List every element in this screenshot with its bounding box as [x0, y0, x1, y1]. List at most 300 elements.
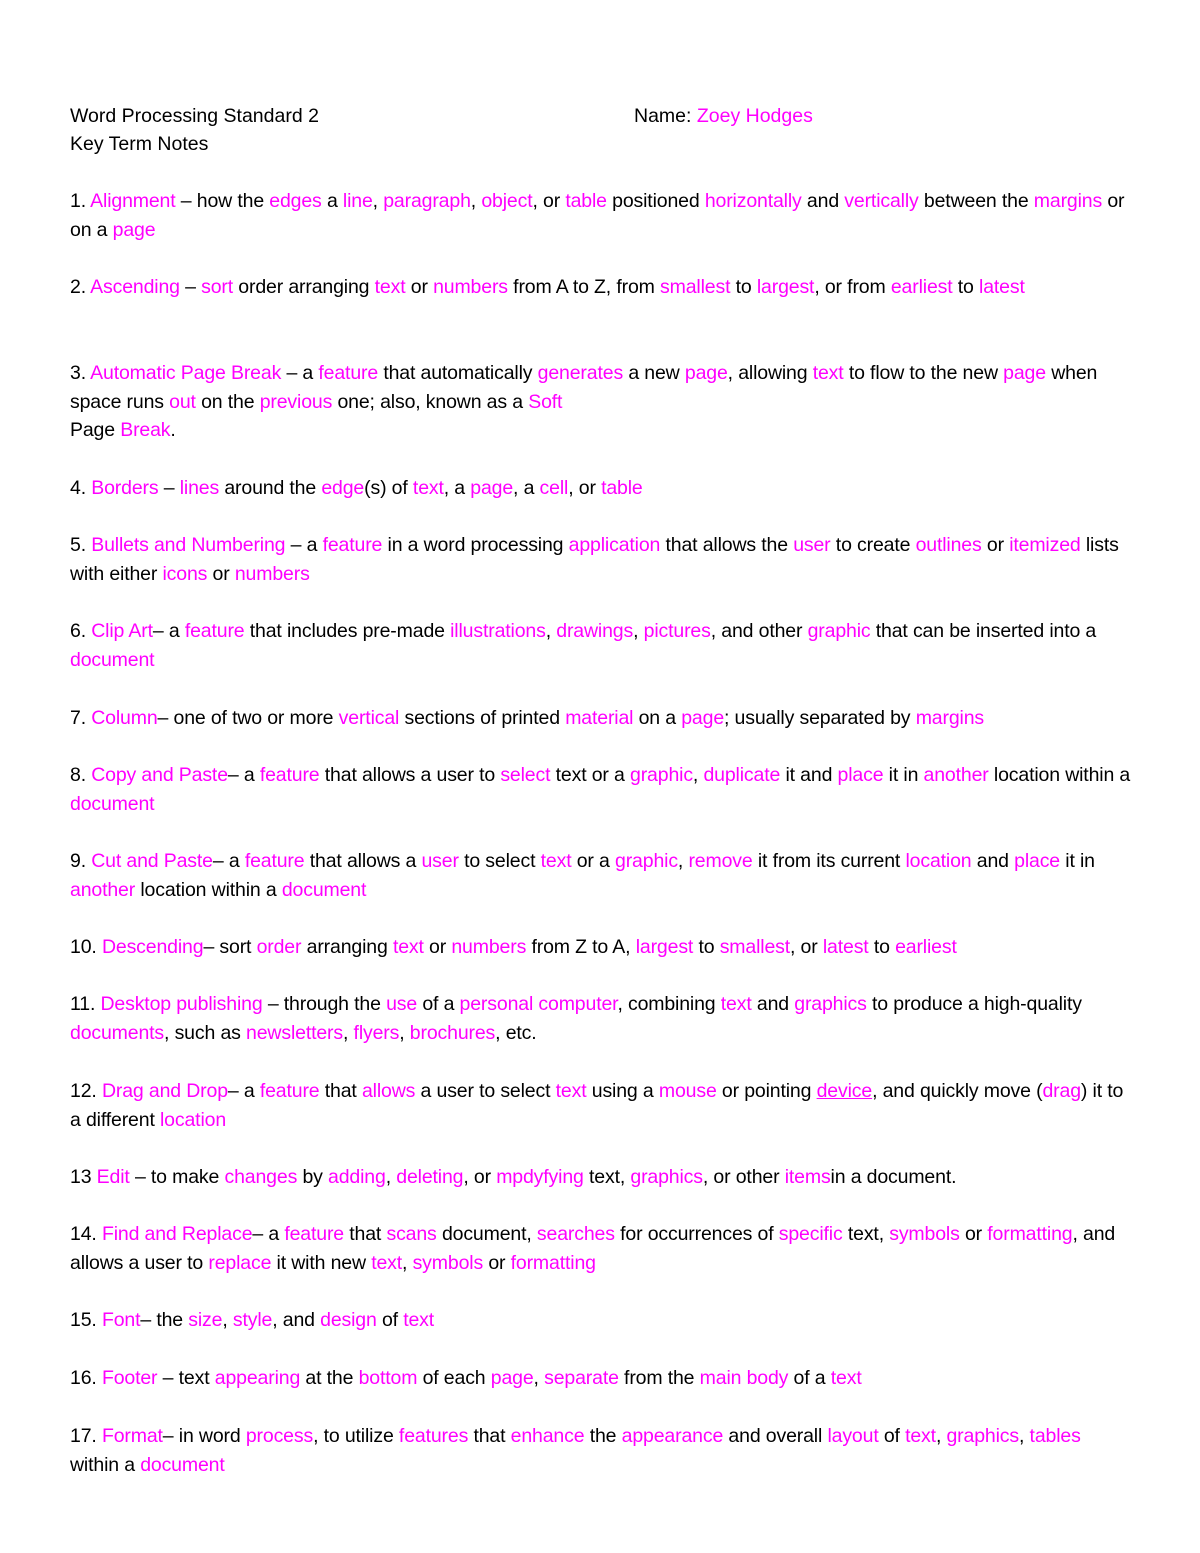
term-entry: [70, 187, 1132, 244]
term-entry: [70, 990, 1132, 1047]
term-name: Ascending: [90, 276, 180, 298]
definition-text: and overall: [723, 1425, 828, 1447]
student-name: Zoey Hodges: [696, 105, 813, 127]
key-word: features: [398, 1425, 469, 1447]
definition-text: 16.: [70, 1367, 102, 1389]
key-word: feature: [284, 1223, 344, 1245]
key-word: design: [320, 1309, 377, 1331]
key-word: main body: [699, 1367, 789, 1389]
definition-text: ,: [372, 190, 384, 212]
definition-text: ,: [343, 1021, 354, 1044]
definition-text: location within a: [988, 764, 1131, 786]
key-word: replace: [208, 1251, 272, 1274]
key-word: page: [1003, 362, 1046, 384]
key-word: text: [555, 1080, 587, 1102]
key-word: changes: [224, 1166, 298, 1188]
definition-text: 10.: [70, 936, 102, 958]
definition-text: by: [297, 1166, 329, 1188]
key-word: style: [232, 1309, 273, 1331]
definition-text: – a: [281, 362, 319, 384]
definition-text: a: [321, 190, 343, 212]
definition-text: lists with either: [70, 534, 1119, 585]
definition-text: sections of printed: [399, 707, 566, 729]
definition-text: that: [319, 1080, 362, 1102]
definition-text: of: [376, 1309, 404, 1331]
key-word: smallest: [660, 276, 731, 298]
key-word: device: [816, 1080, 873, 1102]
definition-text: 3.: [70, 362, 91, 384]
key-word: vertically: [844, 190, 919, 212]
key-word: out: [169, 390, 196, 413]
definition-text: 13: [70, 1166, 97, 1188]
definition-text: 15.: [70, 1309, 102, 1331]
key-word: table: [601, 477, 643, 499]
definition-text: – one of two or more: [157, 707, 339, 729]
definition-text: that allows the: [660, 534, 794, 556]
key-word: symbols: [889, 1223, 960, 1245]
definition-text: ,: [545, 620, 557, 642]
term-entry: [70, 1364, 1132, 1393]
key-word: Break: [120, 419, 171, 442]
definition-text: , and other: [710, 620, 808, 642]
key-word: text: [830, 1367, 862, 1389]
term-entry: [70, 847, 1132, 904]
definition-text: – through the: [262, 993, 387, 1015]
term-entry: [70, 1163, 1132, 1192]
definition-text: in a word processing: [382, 534, 569, 556]
definition-text: ,: [470, 190, 482, 212]
definition-text: that: [468, 1425, 511, 1447]
definition-text: –: [158, 477, 180, 499]
key-word: sort: [201, 276, 234, 298]
definition-text: to: [868, 936, 896, 958]
definition-text: ) it to a different: [70, 1080, 1124, 1131]
key-word: text: [720, 993, 752, 1015]
term-entry: [70, 359, 1132, 445]
definition-text: – a: [152, 620, 185, 642]
definition-text: document,: [436, 1223, 537, 1245]
student-name-line: [634, 102, 813, 130]
key-word: line: [342, 190, 373, 212]
definition-text: or pointing: [716, 1080, 817, 1102]
definition-text: to select: [458, 850, 541, 872]
definition-text: 2.: [70, 276, 91, 298]
definition-text: that automatically: [378, 362, 538, 384]
key-word: appearing: [214, 1367, 301, 1389]
definition-text: 9.: [70, 850, 92, 872]
key-word: appearance: [621, 1425, 724, 1447]
definition-text: ,: [1019, 1425, 1030, 1447]
key-word: allows: [361, 1080, 416, 1102]
definition-text: it in: [883, 764, 924, 786]
definition-text: – to make: [129, 1166, 225, 1188]
definition-text: text,: [583, 1166, 631, 1188]
definition-text: it with new: [271, 1251, 372, 1274]
definition-text: the: [584, 1425, 622, 1447]
term-name: Alignment: [90, 190, 176, 212]
definition-text: Page: [70, 419, 121, 442]
definition-text: around the: [219, 477, 322, 499]
definition-text: ,: [385, 1166, 397, 1188]
definition-text: for occurrences of: [614, 1223, 779, 1245]
key-word: formatting: [510, 1251, 596, 1274]
term-entry: [70, 704, 1132, 733]
definition-text: on a: [633, 707, 682, 729]
key-word: feature: [184, 620, 245, 642]
definition-text: , or other: [702, 1166, 785, 1188]
key-word: numbers: [234, 562, 310, 585]
definition-text: 17.: [70, 1425, 102, 1447]
definition-text: one; also, known as a: [332, 390, 529, 413]
key-word: personal computer: [459, 993, 618, 1015]
definition-text: using a: [586, 1080, 659, 1102]
definition-text: – text: [157, 1367, 215, 1389]
key-word: page: [470, 477, 514, 499]
term-entry: [70, 1422, 1132, 1479]
definition-text: –: [179, 276, 202, 298]
key-word: feature: [244, 850, 305, 872]
definition-text: it and: [780, 764, 838, 786]
definition-text: to flow to the new: [843, 362, 1004, 384]
key-word: feature: [318, 362, 379, 384]
definition-text: from A to Z, from: [507, 276, 661, 298]
definition-text: that can be inserted into a: [870, 620, 1097, 642]
definition-text: , or: [790, 936, 823, 958]
definition-text: 12.: [70, 1080, 102, 1102]
definition-text: order arranging: [233, 276, 375, 298]
term-entry: [70, 531, 1132, 588]
key-word: graphic: [615, 850, 678, 872]
definition-text: and: [801, 190, 845, 212]
key-word: layout: [827, 1425, 879, 1447]
definition-text: ,: [533, 1367, 545, 1389]
key-word: remove: [688, 850, 753, 872]
definition-text: 1.: [70, 190, 91, 212]
key-word: numbers: [451, 936, 527, 958]
definition-text: , a: [513, 477, 540, 499]
definition-text: between the: [918, 190, 1034, 212]
definition-text: in a document.: [830, 1166, 957, 1188]
key-word: duplicate: [703, 764, 781, 786]
definition-text: to create: [830, 534, 916, 556]
definition-text: or: [981, 534, 1010, 556]
key-word: document: [140, 1453, 225, 1476]
definition-text: ,: [222, 1309, 233, 1331]
definition-text: of a: [788, 1367, 831, 1389]
term-name: Borders: [91, 477, 159, 499]
definition-text: that includes pre-made: [244, 620, 451, 642]
key-word: outlines: [915, 534, 982, 556]
term-name: Automatic Page Break: [90, 362, 282, 384]
key-word: text: [392, 936, 424, 958]
definition-text: , and quickly move (: [872, 1080, 1043, 1102]
key-word: page: [490, 1367, 534, 1389]
definition-text: or: [423, 936, 452, 958]
key-word: generates: [537, 362, 624, 384]
key-word: pictures: [643, 620, 711, 642]
key-word: graphic: [630, 764, 693, 786]
definition-text: – sort: [203, 936, 257, 958]
key-word: another: [923, 764, 989, 786]
key-word: cell: [539, 477, 569, 499]
document-subtitle: Key Term Notes: [70, 133, 209, 155]
key-word: text: [403, 1309, 435, 1331]
definition-text: – a: [252, 1223, 285, 1245]
key-word: text: [374, 276, 406, 298]
key-word: place: [1014, 850, 1060, 872]
term-name: Font: [101, 1309, 141, 1331]
key-word: use: [386, 993, 418, 1015]
term-name: Column: [91, 707, 158, 729]
key-word: largest: [756, 276, 815, 298]
definition-text: it in: [1060, 850, 1095, 872]
key-word: earliest: [890, 276, 953, 298]
definition-text: , or from: [814, 276, 891, 298]
key-word: application: [568, 534, 661, 556]
definition-text: that: [344, 1223, 387, 1245]
key-word: page: [681, 707, 725, 729]
definition-text: – the: [140, 1309, 189, 1331]
key-word: location: [905, 850, 972, 872]
key-word: graphics: [794, 993, 867, 1015]
definition-text: or: [959, 1223, 988, 1245]
term-name: Find and Replace: [101, 1223, 253, 1245]
definition-text: , or: [568, 477, 602, 499]
definition-text: on the: [195, 390, 260, 413]
term-name: Descending: [101, 936, 204, 958]
definition-text: to: [952, 276, 980, 298]
key-word: largest: [635, 936, 694, 958]
definition-text: , etc.: [495, 1021, 537, 1044]
key-word: material: [565, 707, 634, 729]
definition-text: , such as: [164, 1021, 247, 1044]
definition-text: 5.: [70, 534, 92, 556]
key-word: newsletters: [246, 1021, 343, 1044]
key-word: graphics: [946, 1425, 1019, 1447]
key-word: illustrations: [450, 620, 546, 642]
definition-text: ,: [692, 764, 704, 786]
definition-text: – a: [212, 850, 245, 872]
key-word: latest: [979, 276, 1025, 298]
key-word: lines: [179, 477, 220, 499]
key-word: tables: [1029, 1425, 1081, 1447]
key-word: edge: [321, 477, 365, 499]
key-word: smallest: [719, 936, 791, 958]
definition-text: of a: [417, 993, 460, 1015]
key-word: feature: [322, 534, 383, 556]
definition-text: – in word: [162, 1425, 246, 1447]
definition-text: of: [878, 1425, 906, 1447]
definition-text: ,: [633, 620, 644, 642]
key-word: mouse: [658, 1080, 717, 1102]
key-word: flyers: [353, 1021, 400, 1044]
definition-text: , combining: [617, 993, 721, 1015]
key-word: itemized: [1009, 534, 1081, 556]
key-word: drawings: [556, 620, 634, 642]
definition-text: 4.: [70, 477, 92, 499]
definition-text: – a: [285, 534, 323, 556]
definition-text: ; usually separated by: [724, 707, 916, 729]
definition-text: to: [730, 276, 757, 298]
definition-text: , or: [532, 190, 566, 212]
definition-text: – a: [227, 764, 260, 786]
term-entry: [70, 933, 1132, 962]
key-word: text: [412, 477, 444, 499]
key-word: previous: [259, 390, 333, 413]
definition-text: to produce a high-quality: [866, 993, 1082, 1015]
term-name: Format: [101, 1425, 163, 1447]
definition-text: , or: [463, 1166, 497, 1188]
key-word: user: [793, 534, 831, 556]
term-entry: [70, 1306, 1132, 1335]
term-name: Copy and Paste: [91, 764, 228, 786]
definition-text: 11.: [70, 993, 101, 1015]
term-name: Edit: [96, 1166, 130, 1188]
key-word: brochures: [409, 1021, 496, 1044]
definition-text: from Z to A,: [526, 936, 636, 958]
definition-text: positioned: [606, 190, 705, 212]
definition-text: text,: [842, 1223, 890, 1245]
definition-text: that allows a: [304, 850, 422, 872]
definition-text: a user to select: [415, 1080, 556, 1102]
key-word: table: [565, 190, 607, 212]
key-word: deleting: [396, 1166, 464, 1188]
key-word: select: [500, 764, 551, 786]
key-word: object: [481, 190, 533, 212]
key-word: process: [245, 1425, 314, 1447]
definition-text: arranging: [301, 936, 393, 958]
definition-text: of each: [417, 1367, 491, 1389]
term-entry: [70, 273, 1132, 302]
key-word: margins: [915, 707, 984, 729]
key-word: Soft: [528, 390, 563, 413]
key-word: page: [112, 218, 156, 241]
definition-text: and: [751, 993, 795, 1015]
definition-text: and: [971, 850, 1015, 872]
definition-text: ,: [935, 1425, 947, 1447]
term-name: Footer: [101, 1367, 158, 1389]
key-word: document: [70, 648, 155, 671]
definition-text: text or a: [550, 764, 631, 786]
key-word: horizontally: [704, 190, 802, 212]
key-word: specific: [778, 1223, 843, 1245]
definition-text: ,: [677, 850, 689, 872]
key-word: formatting: [987, 1223, 1073, 1245]
term-entry: [70, 1220, 1132, 1277]
key-word: symbols: [412, 1251, 484, 1274]
key-word: text: [812, 362, 844, 384]
definition-text: within a: [70, 1453, 141, 1476]
definition-text: , a: [443, 477, 471, 499]
term-entry: [70, 474, 1132, 503]
name-label: Name:: [634, 105, 692, 127]
definition-text: , to utilize: [313, 1425, 399, 1447]
key-word: text: [371, 1251, 403, 1274]
definition-text: 14.: [70, 1223, 102, 1245]
term-name: Bullets and Numbering: [91, 534, 286, 556]
definition-text: or: [483, 1251, 511, 1274]
definition-text: 8.: [70, 764, 92, 786]
document-title: Word Processing Standard 2: [70, 105, 319, 127]
key-word: searches: [536, 1223, 615, 1245]
definition-text: ,: [399, 1021, 410, 1044]
definition-text: or: [405, 276, 434, 298]
definition-text: .: [170, 419, 176, 442]
key-word: location: [160, 1108, 227, 1131]
key-word: text: [905, 1425, 936, 1447]
term-name: Cut and Paste: [91, 850, 213, 872]
definition-text: or: [207, 562, 235, 585]
key-word: adding: [328, 1166, 386, 1188]
key-word: another: [70, 878, 136, 901]
term-name: Drag and Drop: [101, 1080, 228, 1102]
definition-text: , and: [272, 1309, 321, 1331]
key-word: paragraph: [383, 190, 471, 212]
definition-text: , allowing: [727, 362, 813, 384]
key-word: drag: [1042, 1080, 1081, 1102]
key-word: edges: [269, 190, 322, 212]
key-word: mpdyfying: [496, 1166, 584, 1188]
definition-text: – a: [227, 1080, 260, 1102]
document-header: [70, 102, 1130, 155]
key-word: order: [256, 936, 302, 958]
definition-text: at the: [300, 1367, 359, 1389]
key-word: user: [421, 850, 459, 872]
key-word: feature: [259, 1080, 320, 1102]
key-word: numbers: [433, 276, 508, 298]
key-word: text: [540, 850, 572, 872]
key-word: icons: [162, 562, 208, 585]
term-name: Clip Art: [91, 620, 153, 642]
definition-text: (s) of: [364, 477, 413, 499]
definition-text: from the: [618, 1367, 700, 1389]
key-word: margins: [1033, 190, 1103, 212]
definition-text: – how the: [175, 190, 270, 212]
key-word: earliest: [895, 936, 957, 958]
key-word: latest: [822, 936, 869, 958]
term-entry: [70, 1077, 1132, 1134]
key-word: separate: [544, 1367, 619, 1389]
definition-text: 6.: [70, 620, 92, 642]
key-word: feature: [259, 764, 320, 786]
definition-text: it from its current: [752, 850, 906, 872]
definition-text: a new: [623, 362, 685, 384]
key-word: document: [70, 792, 155, 815]
key-word: enhance: [510, 1425, 585, 1447]
key-word: size: [188, 1309, 223, 1331]
term-entry: [70, 761, 1132, 818]
definition-text: or a: [571, 850, 616, 872]
definition-text: when space runs: [70, 362, 1098, 413]
key-word: document: [281, 878, 367, 901]
definition-text: 7.: [70, 707, 92, 729]
definition-text: to: [693, 936, 720, 958]
key-word: bottom: [358, 1367, 418, 1389]
key-word: documents: [70, 1021, 165, 1044]
definition-text: or on a: [70, 190, 1125, 241]
term-entry: [70, 617, 1132, 674]
definition-text: , and allows a user to: [70, 1223, 1116, 1274]
term-name: Desktop publishing: [100, 993, 263, 1015]
key-word: graphic: [807, 620, 871, 642]
key-word: scans: [386, 1223, 437, 1245]
key-word: vertical: [338, 707, 400, 729]
definition-text: that allows a user to: [319, 764, 501, 786]
definition-text: ,: [402, 1251, 413, 1274]
definition-text: location within a: [135, 878, 282, 901]
key-word: graphics: [630, 1166, 703, 1188]
key-word: items: [784, 1166, 831, 1188]
